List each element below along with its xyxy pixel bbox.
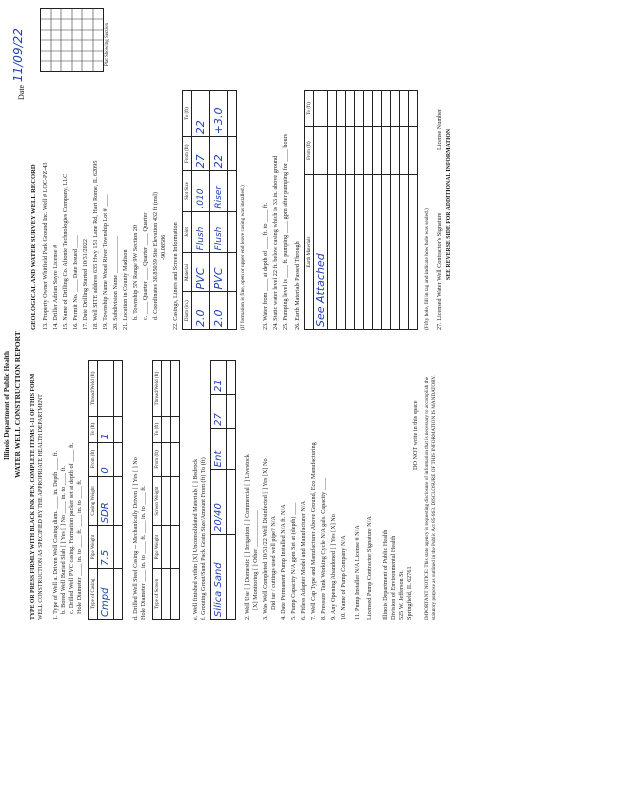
casing-cell-thread [98, 361, 114, 417]
casing-cell-from: 0 [98, 442, 114, 476]
item-22: 22. Casings, Liners and Screen Information [172, 222, 179, 330]
rc-col-material: Material [183, 253, 192, 292]
agency-name: Illinois Department of Public Health [3, 351, 11, 460]
form-title: WATER WELL CONSTRUCTION REPORT [13, 331, 22, 478]
screen-note: (If formation is fine, open or upper end leave casing was installed.) [240, 185, 246, 330]
casing-col-from: From (ft) [89, 442, 98, 476]
item-1f: f. Grouting Grout/Sand Pack Grain Size/Amount From (ft) To (ft) [200, 457, 207, 620]
rc-row1-joint: Flush [192, 211, 210, 253]
screen-col-thread: Thread/Weld (ft) [153, 361, 162, 417]
do-not-write-note: DO NOT write in this space [412, 400, 419, 470]
formation-col-to: To (ft) [305, 91, 314, 127]
item-25: 25. Pumping level is ____ ft. pumping ____ gpm after pumping for ____ hours [282, 133, 289, 330]
rc-col-from: From (ft) [183, 137, 192, 171]
casing-cell-to: 1 [98, 416, 114, 442]
item-1b: b. Bored Well Buried Slab [ ] Yes [ ] No ____ in. to ____ ft. [60, 465, 67, 614]
item-1e: e. Well finished within [X] Unconsolidated Materials [ ] Bedrock [192, 458, 199, 620]
date-value: 11/09/22 [11, 28, 25, 82]
rc-row2-from: 22 [210, 137, 228, 171]
formation-value: See Attached [314, 175, 328, 330]
rc-col-diam: Diam (in.) [183, 292, 192, 330]
item-15: 15. Name of Drilling Co. Altonte Technologies Company, LLC [62, 173, 69, 330]
rc-row1-material: PVC [192, 253, 210, 292]
grout-cell-from: 27 [211, 394, 227, 428]
instruction-line-1: TYPE OR PRESS FIRMLY WITH BLACK INK PEN. COMPLETE ITEMS 1-11 OF THIS FORM [30, 373, 36, 620]
item-5: 5. Pump Capacity N/A gpm Set at (depth) ____ [290, 502, 297, 620]
screen-table [152, 360, 180, 620]
plat-caption: Plat Showing Section [105, 22, 110, 66]
casing-col-weight: Casing Weight [89, 476, 98, 526]
grout-cell-size: 20/40 [211, 470, 227, 535]
item-9: 9. Any Opening Abandoned [ ] Yes [X] No [330, 514, 337, 620]
item-6: 6. Pitless Adapter Model and Manufacturer N/A [300, 500, 307, 620]
casing-col-to: To (ft) [89, 416, 98, 442]
item-18: 18. Well SITE address 635 Hwy 151 Lane Rd, Hart Rome, IL 62095 [92, 160, 99, 330]
rc-row2-diam: 2.0 [210, 292, 228, 330]
casing-col-type: Type of Casing [89, 568, 98, 619]
rc-row2-material: PVC [210, 253, 228, 292]
license-number-label: License Number [436, 108, 443, 150]
item-27: 27. Licensed Water Well Contractor's Signature [436, 212, 443, 330]
screen-col-weight: Screen Weight [153, 476, 162, 525]
item-21d: d. Coordinates 38.85039 Site Elevation 432 ft (msl) [152, 191, 159, 320]
item-1d3: Hole Diameter ____ in. to ____ ft. ____ in. to ____ ft. [140, 485, 147, 620]
formation-table [304, 90, 418, 330]
rc-row2-to: +3.0 [210, 91, 228, 137]
casing-cell-pipe: 7.5 [98, 526, 114, 568]
item-1: 1. Type of Well a. Driven Well Casing diam. ____ in. Depth ____ ft. [52, 450, 59, 620]
section-title: GEOLOGICAL AND WATER SURVEY WELL RECORD [30, 164, 37, 330]
formation-col-material: Earth Materials [305, 175, 314, 330]
item-24: 24. Static water level 22 ft. below casing which is 33 in. above ground [272, 155, 279, 330]
instruction-line-2: WELL CONSTRUCTION AS SPECIFIED BY THE APPROPRIATE HEALTH DEPARTMENT [38, 394, 44, 620]
rc-row1-to: 22 [192, 91, 210, 137]
item-21b: b. Township 5N Range 9W Section 20 [132, 224, 139, 320]
item-3: 3. Was Well Completed 10/31/22 Well Disinfected [ ] Yes [X] No [262, 458, 269, 620]
grout-table [210, 360, 236, 620]
item-2b: [X] Monitoring [ ] Other ____________ [252, 510, 259, 610]
right-casing-table [182, 90, 237, 330]
important-notice: IMPORTANT NOTICE: This state agency is requesting disclosure of information that is necessary to accomplish the statutory purpose as outlined in the Public Act 85-863. DISCLOSURE OF THIS INFORMATION IS MANDATORY. [424, 375, 438, 620]
address-line-3: 525 W. Jefferson St. [398, 570, 405, 620]
address-line-2: Division of Environmental Health [390, 535, 397, 620]
item-4: 4. Date Permanent Pump Installed N/A ft. N/A [280, 504, 287, 620]
item-26: 26. Earth Materials Passed Through [294, 241, 301, 330]
item-2: 2. Well Use [ ] Domestic [ ] Irrigation [ ] Commercial [ ] Livestock [244, 454, 251, 620]
item-13: 13. Property Owner Whitfield Park Ground Inc. Well # LOC-PZ-43 [42, 162, 49, 330]
item-21e: -90.08586 [160, 234, 167, 260]
screen-col-to: To (ft) [153, 417, 162, 443]
casing-cell-type: Cmpd [98, 568, 114, 619]
date-label: Date [17, 84, 26, 100]
reverse-side-note: SEE REVERSE SIDE FOR ADDITIONAL INFORMATION [446, 128, 452, 280]
item-1c: c. Drilled Well PVC casing. Formation packer set at depth of ____ ft. [68, 442, 75, 614]
item-16: 16. Permit No. ____ Date Issued ____ [72, 235, 79, 330]
item-20: 20. Subdivision Name ____________ [112, 236, 119, 330]
item-11: 11. Pump Installer N/A License # N/A [354, 525, 361, 620]
grout-cell-method: Ent [211, 428, 227, 469]
item-19: 19. Township Name Wood River Township Lot # ____ [102, 194, 109, 330]
rc-row1-slot: .010 [192, 171, 210, 211]
rc-col-joint: Joint [183, 211, 192, 253]
fifty-note: (Fifty hole, fill in tag and indicate how hole was sealed.) [424, 208, 430, 330]
rc-col-to: To (ft) [183, 91, 192, 137]
rc-row2-joint: Flush [210, 211, 228, 253]
rc-row2-slot: Riser [210, 171, 228, 211]
plat-grid-lines [41, 9, 103, 71]
casing-table [88, 360, 123, 620]
formation-col-from: From (ft) [305, 127, 314, 175]
plat-grid [40, 8, 104, 72]
rc-row1-diam: 2.0 [192, 292, 210, 330]
item-17: 17. Date Drilling Started 10/31/2022 [82, 239, 89, 330]
rc-col-slot: Slot Size [183, 171, 192, 211]
item-1d2: d. Drilled Well Steel Casing -- Mechanically Driven [ ] Yes [ ] No [132, 457, 139, 620]
screen-col-pipe: Pipe Weight [153, 526, 162, 569]
item-21c: c. ____ Quarter ____ Quarter ____ Quarter [142, 212, 149, 320]
item-21: 21. Location in County Madison [122, 249, 129, 330]
item-1d: Hole Diameter ____ in. to ____ ft. ____ in. to ____ ft. [76, 479, 83, 614]
item-23: 23. Water from ____ at depth of ____ ft. to ____ ft. [262, 202, 269, 330]
address-line-1: Illinois Department of Public Health [382, 529, 389, 620]
item-14: 14. Driller Adrian Sayre License # [52, 244, 59, 330]
casing-col-pipe: Pipe Weight [89, 526, 98, 568]
item-10: 10. Name of Pump Company N/A [340, 535, 347, 620]
item-8: 8. Pressure Tank Working Cycle N/A gals. Capacity ____ [320, 477, 327, 620]
screen-col-from: From (ft) [153, 442, 162, 476]
grout-cell-material: Silica Sand [211, 535, 227, 620]
item-7: 7. Well Cap Type and Manufacturer Above Ground, Eco Manufacturing [310, 442, 317, 620]
casing-col-thread: Thread/Weld (ft) [89, 361, 98, 417]
item-12: Licensed Pump Contractor Signature N/A [366, 516, 373, 620]
grout-cell-to: 21 [211, 361, 227, 395]
item-3b: Did tar / cuttings used well pipe? N/A [270, 516, 277, 610]
casing-cell-weight: SDR [98, 476, 114, 526]
screen-col-type: Type of Screen [153, 568, 162, 619]
rc-row1-from: 27 [192, 137, 210, 171]
address-line-4: Springfield, IL 62761 [406, 566, 413, 620]
